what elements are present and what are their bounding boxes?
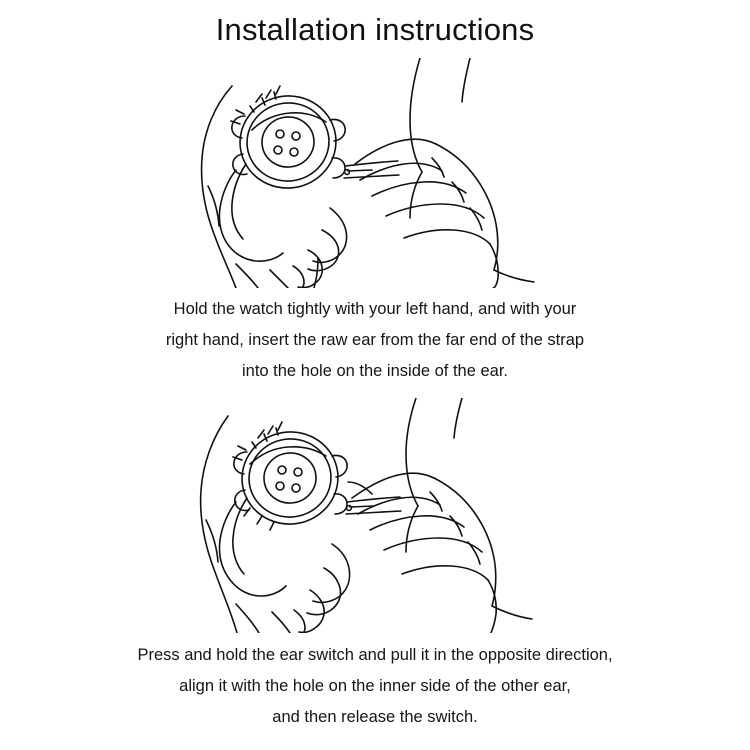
step-2-caption-line-1: Press and hold the ear switch and pull it in the opposite direction, [137,646,613,664]
watch-strap-with-lug-pin [344,161,399,178]
step-2-caption [0,640,750,733]
step-2-caption-line-3: and then release the switch. [272,708,478,726]
step-1-illustration [0,58,750,288]
step-1-caption [0,294,750,387]
right-hand-outline-2 [348,398,532,633]
step-2-caption-line-2: align it with the hole on the inner side of the other ear, [179,677,571,695]
watch-body [231,86,345,194]
step-1-caption-line-3: into the hole on the inside of the ear. [241,362,509,380]
step-1-caption-line-1: Hold the watch tightly with your left hand, and with your [173,300,577,318]
step-1-caption-line-2: right hand, insert the raw ear from the far end of the strap [165,331,585,349]
right-hand-outline [355,58,534,288]
step-2-illustration [0,398,750,633]
watch-body-2 [233,422,347,530]
page-title: Installation instructions [215,12,535,47]
